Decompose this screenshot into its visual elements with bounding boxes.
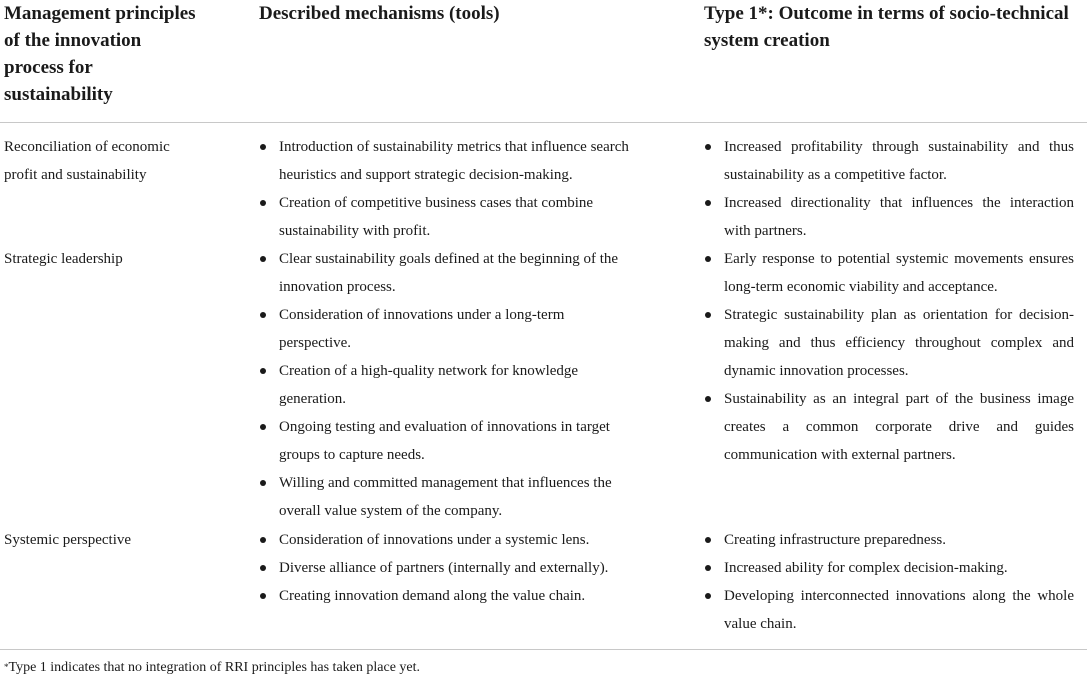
- list-item: [255, 301, 637, 357]
- row-2-mechanism-4: Ongoing testing and evaluation of innovations in target groups to capture needs.: [279, 419, 610, 463]
- row-1-mechanism-2: Creation of competitive business cases that combine sustainability with profit.: [279, 195, 594, 239]
- row-3-principle: Systemic perspective: [4, 532, 132, 548]
- row-2-principle: Strategic leadership: [4, 251, 123, 267]
- footnote-text: Type 1 indicates that no integration of RRI principles has taken place yet.: [8, 660, 421, 675]
- list-item: [700, 133, 1074, 189]
- list-item: [255, 582, 637, 610]
- row-1-outcome-2: Increased directionality that influences the interaction with partners.: [724, 195, 1074, 239]
- header-mechanisms: Described mechanisms (tools): [259, 3, 500, 24]
- row-3-outcomes: [700, 526, 1074, 638]
- row-1-mechanisms: [255, 133, 637, 245]
- header-divider: [0, 122, 1087, 123]
- list-item: [255, 357, 637, 413]
- row-1-outcome-1: Increased profitability through sustainability and thus sustainability as a competitive factor.: [724, 139, 1074, 183]
- row-2-outcome-1: Early response to potential systemic movements ensures long-term economic viability and acceptance.: [724, 251, 1074, 295]
- header-principles: Management principles of the innovation process for sustainability: [4, 3, 196, 105]
- list-item: [255, 554, 637, 582]
- footnote-marker: *: [4, 662, 9, 672]
- list-item: [255, 245, 637, 301]
- row-2-outcome-2: Strategic sustainability plan as orientation for decision-making and thus efficiency throughout complex and dynamic innovation processes.: [724, 307, 1074, 379]
- list-item: [255, 413, 637, 469]
- list-item: [255, 133, 637, 189]
- footer-divider: [0, 649, 1087, 650]
- table-footnote: [4, 658, 420, 678]
- header-outcome: Type 1*: Outcome in terms of socio-technical system creation: [704, 3, 1069, 51]
- row-1-outcomes: [700, 133, 1074, 245]
- list-item: [255, 189, 637, 245]
- row-2-mechanism-3: Creation of a high-quality network for knowledge generation.: [279, 363, 579, 407]
- list-item: [700, 385, 1074, 469]
- row-2-mechanism-2: Consideration of innovations under a long-term perspective.: [279, 307, 565, 351]
- row-3-outcome-1: Creating infrastructure preparedness.: [724, 532, 946, 548]
- row-2-mechanism-1: Clear sustainability goals defined at the beginning of the innovation process.: [279, 251, 619, 295]
- list-item: [700, 245, 1074, 301]
- row-3-mechanisms: [255, 526, 637, 610]
- list-item: [700, 582, 1074, 638]
- list-item: [700, 526, 1074, 554]
- list-item: [700, 189, 1074, 245]
- row-2-mechanisms: [255, 245, 637, 525]
- row-3-mechanism-3: Creating innovation demand along the value chain.: [279, 588, 586, 604]
- row-2-outcome-3: Sustainability as an integral part of the business image creates a common corporate drive and guides communication with external partners.: [724, 391, 1074, 463]
- row-1-principle: Reconciliation of economic profit and sustainability: [4, 139, 170, 183]
- row-3-mechanism-2: Diverse alliance of partners (internally and externally).: [279, 560, 609, 576]
- row-3-outcome-3: Developing interconnected innovations along the whole value chain.: [724, 588, 1074, 632]
- list-item: [255, 469, 637, 525]
- row-3-outcome-2: Increased ability for complex decision-making.: [724, 560, 1008, 576]
- row-2-outcomes: [700, 245, 1074, 469]
- row-2-mechanism-5: Willing and committed management that influences the overall value system of the company.: [279, 475, 612, 519]
- list-item: [255, 526, 637, 554]
- row-3-mechanism-1: Consideration of innovations under a systemic lens.: [279, 532, 590, 548]
- list-item: [700, 301, 1074, 385]
- list-item: [700, 554, 1074, 582]
- row-1-mechanism-1: Introduction of sustainability metrics that influence search heuristics and support strategic decision-making.: [279, 139, 629, 183]
